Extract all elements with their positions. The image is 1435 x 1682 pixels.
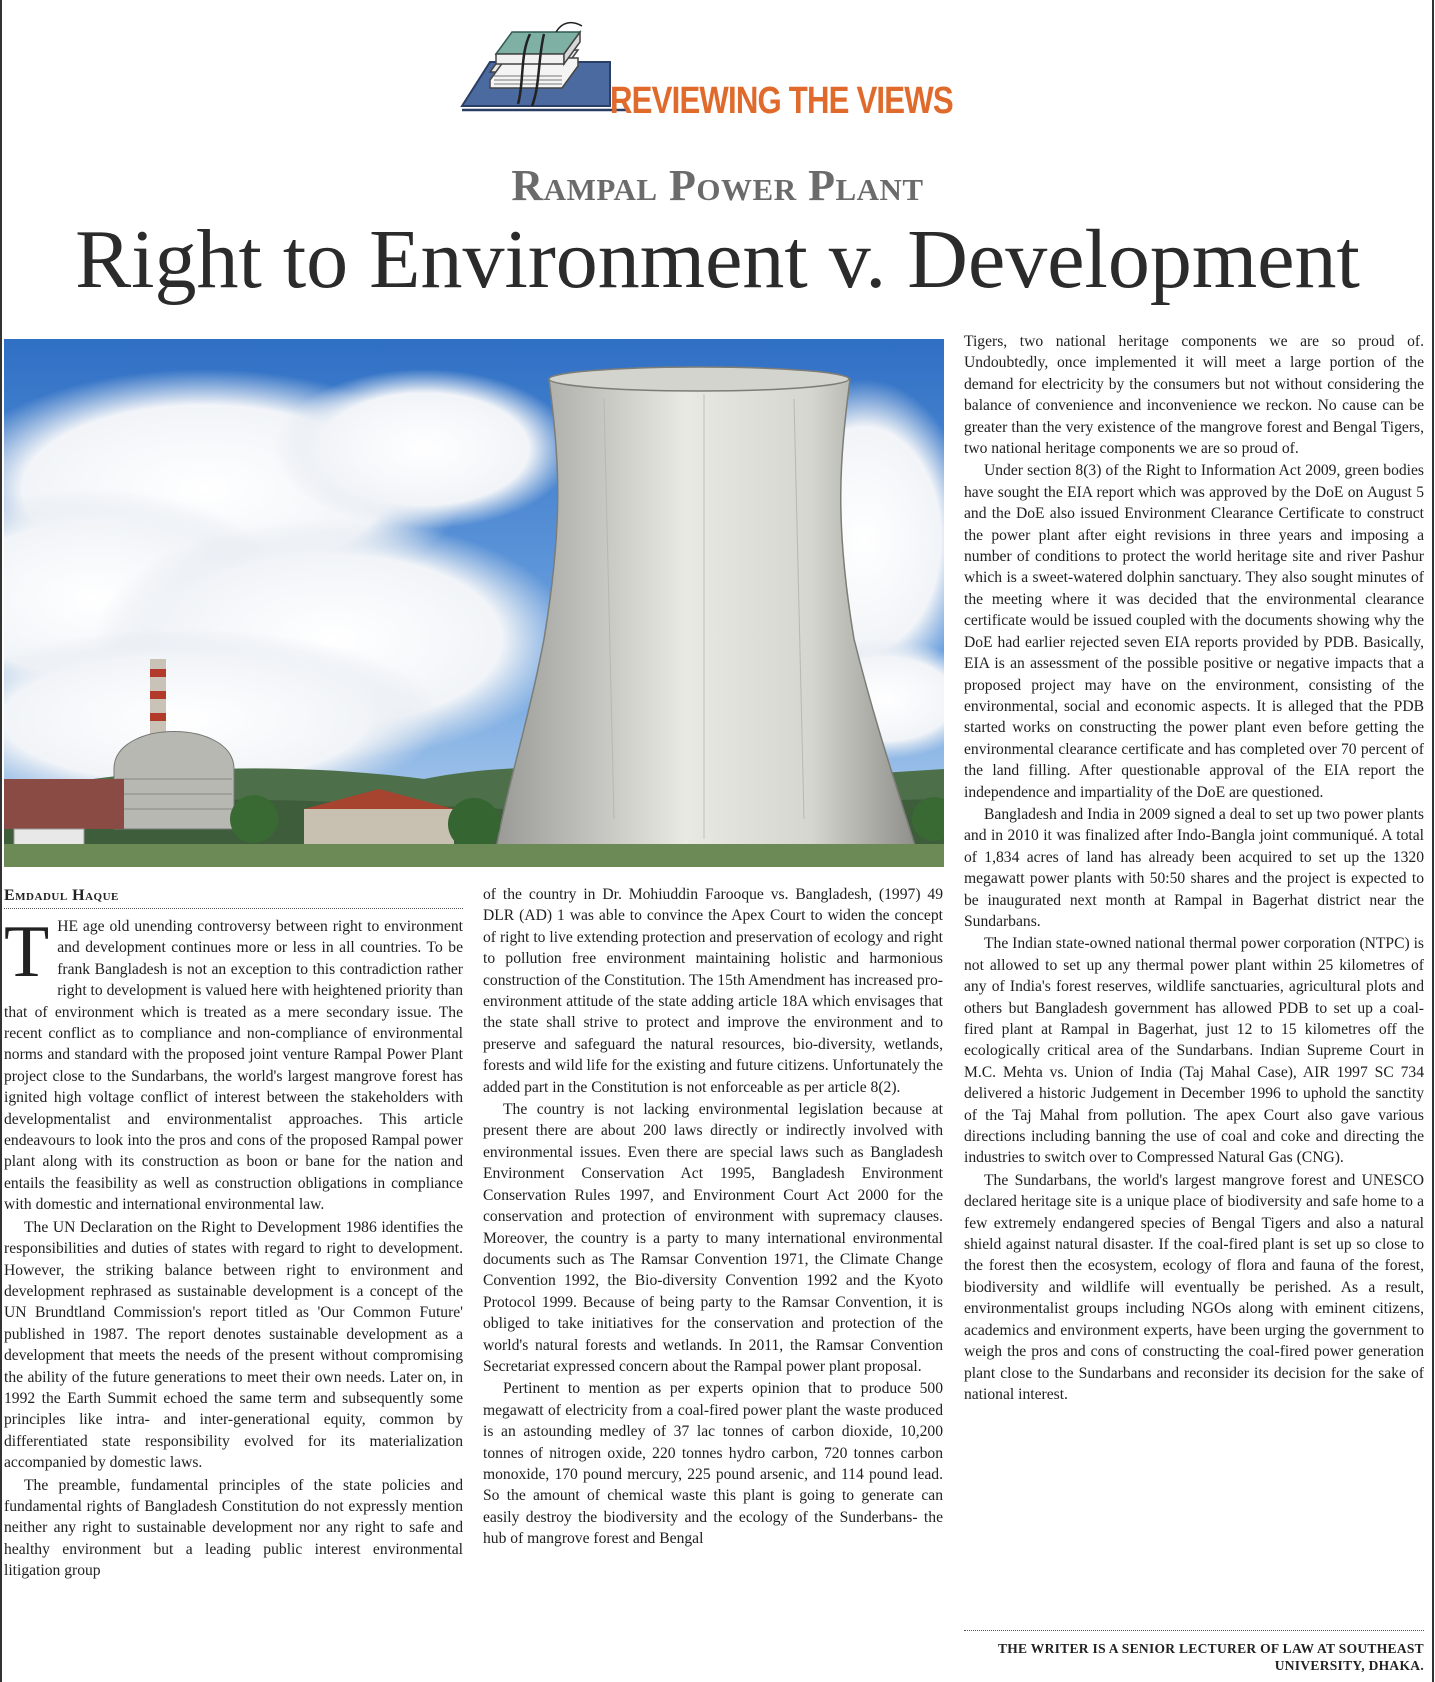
books-icon bbox=[460, 14, 630, 124]
headline: Right to Environment v. Development bbox=[75, 213, 1360, 306]
paragraph: Under section 8(3) of the Right to Information Act 2009, green bodies have sought the EIA report which was approved by the DoE on August 5 and the DoE also issued Environment Clearance Certificate to construct the power plant after eight revisions in three years and imposing a number of conditions to protect the world heritage site and river Pashur which is a sweet-watered dolphin sanctuary. They also sought minutes of the meeting where it was decided that the environmental clearance certificate would be issued coupled with the documents showing why the DoE had earlier rejected seven EIA reports provided by PDB. Basically, EIA is an assessment of the possible positive or negative impacts that a proposed project may have on the environment, consisting of the environmental, social and economic aspects. It is alleged that the PDB started works on constructing the power plant even before getting the environmental clearance certificate and has completed over 70 percent of the land filling. After questionable approval of the EIA report the independence and impartiality of the DoE are questioned. bbox=[964, 462, 1424, 801]
article-column-1 bbox=[4, 916, 463, 1682]
author-footnote: THE WRITER IS A SENIOR LECTURER OF LAW AT SOUTHEAST UNIVERSITY, DHAKA. bbox=[997, 1641, 1424, 1673]
paragraph: The UN Declaration on the Right to Development 1986 identifies the responsibilities and duties of states with regard to right to development. However, the striking balance between right to environment and development rephrased as sustainable development is a concept of the UN Brundtland Commission's report titled as 'Our Common Future' published in 1987. The report denotes sustainable development as a development that meets the needs of the present without compromising the ability of the future generations to meet their own needs. Later on, in 1992 the Earth Summit echoed the same term and subsequently some principles like intra- and inter-generational equity, common by differentiated state responsibility evolved for its materialization accompanied by domestic laws. bbox=[4, 1218, 463, 1472]
paragraph: The Indian state-owned national thermal power corporation (NTPC) is not allowed to set up any thermal power plant within 25 kilometres of any of India's forest reserves, wildlife sanctuaries, agricultural plots and others but Bangladesh government has allowed PDB to set up a coal-fired plant at Rampal in Bagerhat, just 12 to 15 kilometres off the ecologically critical area of the Sundarbans. Indian Supreme Court in M.C. Mehta vs. Union of India (Taj Mahal Case), AIR 1997 SC 734 delivered a historic Judgement in December 1996 to uphold the sanctity of the Taj Mahal from pollution. The apex Court also gave various directions including banning the use of coal and coke and directing the industries to switch over to Compressed Natural Gas (CNG). bbox=[964, 935, 1424, 1167]
kicker: Rampal Power Plant bbox=[511, 161, 924, 210]
paragraph: Bangladesh and India in 2009 signed a deal to set up two power plants and in 2010 it was finalized after Indo-Bangla joint communiqué. A total of 1,834 acres of land has already been acquired to set up the 1320 megawatt power plants with 50:50 shares and the project is expected to be inaugurated next month at Rampal in Bagerhat district near the Sundarbans. bbox=[964, 805, 1424, 930]
paragraph bbox=[4, 916, 463, 1216]
cooling-tower-photo bbox=[4, 339, 944, 867]
section-logo bbox=[460, 14, 980, 124]
byline-divider bbox=[4, 908, 463, 909]
paragraph: Tigers, two national heritage components we are so proud of. Undoubtedly, once implemented it will meet a large portion of the demand for electricity by the consumers but not without considering the balance of convenience and inconvenience we reckon. No cause can be greater than the very existence of the mangrove forest and Bengal Tigers, two national heritage components we are so proud of. bbox=[964, 333, 1424, 458]
paragraph: The Sundarbans, the world's largest mangrove forest and UNESCO declared heritage site is a unique place of biodiversity and safe home to a few extremely endangered species of Bengal Tigers and also a natural shield against natural disaster. If the coal-fired plant is set up so close to the forest then the ecosystem, ecology of flora and fauna of the forest, biodiversity and wildlife will eventually be perished. As a result, environmentalist groups including NGOs along with eminent citizens, academics and environment experts, have been urging the government to weigh the pros and cons of constructing the coal-fired power generation plant close to the Sundarbans and reconsider its decision for the sake of national interest. bbox=[964, 1171, 1424, 1403]
byline: Emdadul Haque bbox=[4, 887, 119, 904]
drop-cap: T bbox=[4, 916, 50, 993]
section-label: REVIEWING THE VIEWS bbox=[610, 80, 953, 122]
paragraph: The country is not lacking environmental legislation because at present there are about 200 laws directly or indirectly involved with environmental issues. Even there are special laws such as Bangladesh Environment Conservation Act 1995, Bangladesh Environment Conservation Rules 1997, and Environment Court Act 2000 for the conservation and protection of environment with supremacy clauses. Moreover, the country is a party to many international environmental documents such as The Ramsar Convention 1971, the Climate Change Convention 1992, the Bio-diversity Convention 1992 and the Kyoto Protocol 1999. Because of being party to the Ramsar Convention, it is obliged to take initiatives for the conservation and protection of the world's natural forests and wetlands. In 2011, the Ramsar Convention Secretariat expressed concern about the Rampal power plant proposal. bbox=[483, 1101, 943, 1375]
article-column-2 bbox=[483, 884, 943, 1682]
paragraph: Pertinent to mention as per experts opinion that to produce 500 megawatt of electricity from a coal-fired power plant the waste produced is an astounding medley of 37 lac tonnes of carbon dioxide, 10,200 tonnes of nitrogen oxide, 220 tonnes hydro carbon, 720 tonnes carbon monoxide, 170 pound mercury, 225 pound arsenic, and 114 pound lead. So the amount of chemical waste this plant is going to generate can easily destroy the biodiversity and the ecology of the Sunderbans- the hub of mangrove forest and Bengal bbox=[483, 1380, 943, 1548]
paragraph-text: HE age old unending controversy between right to environment and development continues more or less in all countries. To be frank Bangladesh is not an exception to this contradiction rather right to development is valued here with heightened priority than that of environment which is treated as a mere secondary issue. The recent conflict as to compliance and non-compliance of environmental norms and standard with the proposed joint venture Rampal Power Plant project close to the Sundarbans, the world's largest mangrove forest has ignited high voltage conflict of interest between the stakeholders with developmentalist and environmentalist approaches. This article endeavours to look into the pros and cons of the proposed Rampal power plant along with its construction as boon or bane for the nation and entails the feasibility as well as construction obligations in compliance with domestic and international environmental law. bbox=[4, 918, 463, 1214]
paragraph: The preamble, fundamental principles of the state policies and fundamental rights of Bangladesh Constitution do not expressly mention neither any right to sustainable development nor any right to safe and healthy environment but a leading public interest environmental litigation group bbox=[4, 1476, 463, 1580]
article-column-3 bbox=[964, 331, 1424, 1611]
footnote-divider bbox=[964, 1630, 1424, 1631]
paragraph: of the country in Dr. Mohiuddin Farooque vs. Bangladesh, (1997) 49 DLR (AD) 1 was able to convince the Apex Court to widen the concept of right to live extending protection and preservation of ecology and right to pollution free environment maintaining holistic and harmonious construction of the Constitution. The 15th Amendment has increased pro-environment attitude of the state adding article 18A which envisages that the state shall strive to protect and improve the environment and to preserve and safeguard the natural resources, bio-diversity, wetlands, forests and wild life for the existing and future citizens. Unfortunately the added part in the Constitution is not enforceable as per article 8(2). bbox=[483, 886, 943, 1096]
